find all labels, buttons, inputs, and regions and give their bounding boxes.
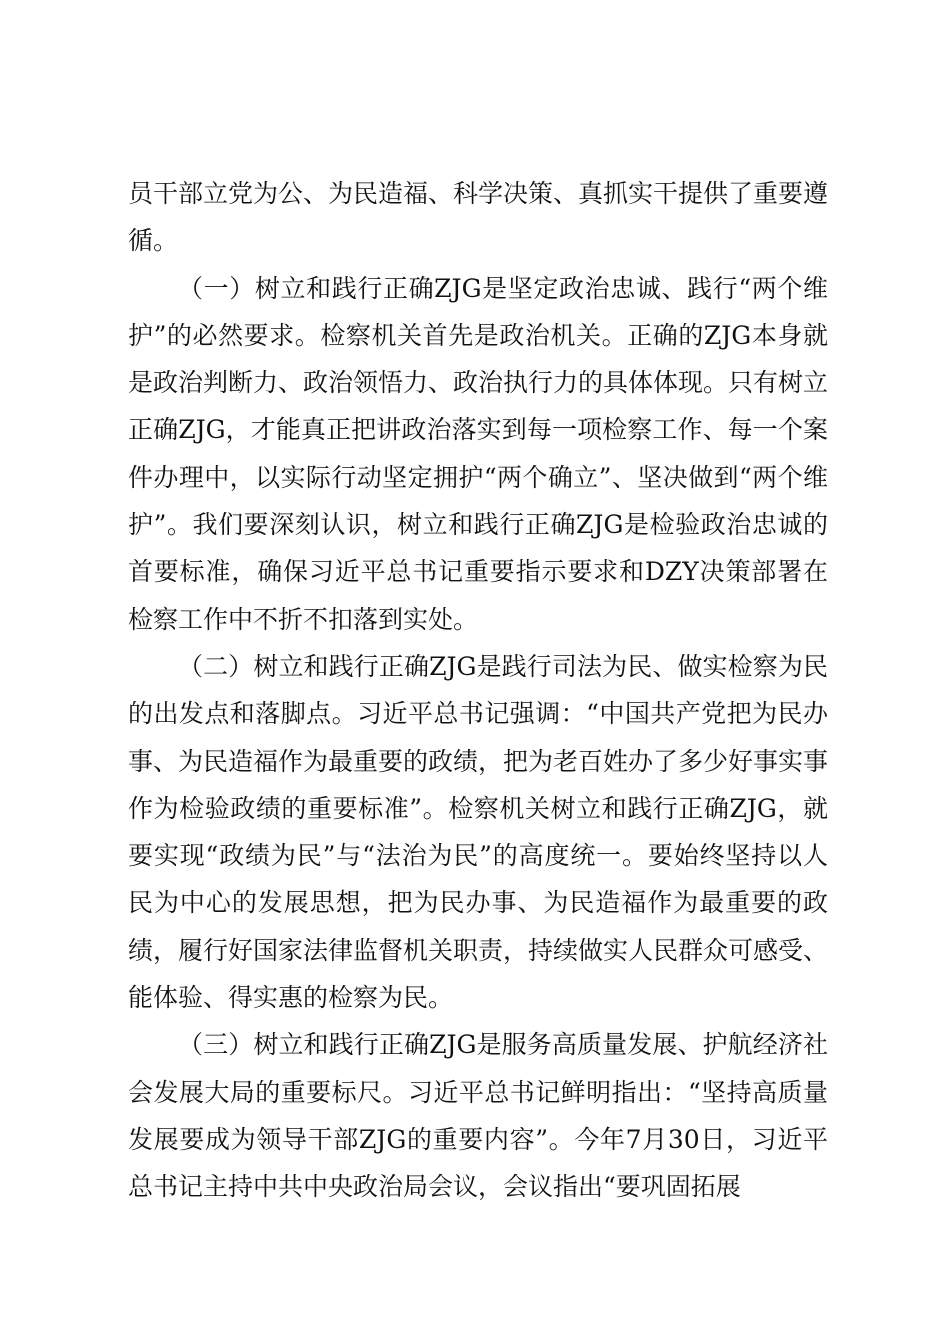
- paragraph-section-2: （二）树立和践行正确ZJG是践行司法为民、做实检察为民的出发点和落脚点。习近平总书记强调：“中国共产党把为民办事、为民造福作为最重要的政绩，把为老百姓办了多少好事实事作为检验政绩的重要标准”。检察机关树立和践行正确ZJG，就要实现“政绩为民”与“法治为民”的高度统一。要始终坚持以人民为中心的发展思想，把为民办事、为民造福作为最重要的政绩，履行好国家法律监督机关职责，持续做实人民群众可感受、能体验、得实惠的检察为民。: [128, 651, 829, 1013]
- document-body: [128, 170, 828, 1211]
- paragraph-section-3: （三）树立和践行正确ZJG是服务高质量发展、护航经济社会发展大局的重要标尺。习近平总书记鲜明指出：“坚持高质量发展要成为领导干部ZJG的重要内容”。今年7月30日，习近平总书记主持中共中央政治局会议，会议指出“要巩固拓展: [128, 1030, 828, 1202]
- paragraph-section-1: （一）树立和践行正确ZJG是坚定政治忠诚、践行“两个维护”的必然要求。检察机关首先是政治机关。正确的ZJG本身就是政治判断力、政治领悟力、政治执行力的具体体现。只有树立正确ZJG，才能真正把讲政治落实到每一项检察工作、每一个案件办理中，以实际行动坚定拥护“两个确立”、坚决做到“两个维护”。我们要深刻认识，树立和践行正确ZJG是检验政治忠诚的首要标准，确保习近平总书记重要指示要求和DZY决策部署在检察工作中不折不扣落到实处。: [128, 273, 829, 634]
- paragraph-continuation: 员干部立党为公、为民造福、科学决策、真抓实干提供了重要遵循。: [128, 179, 829, 256]
